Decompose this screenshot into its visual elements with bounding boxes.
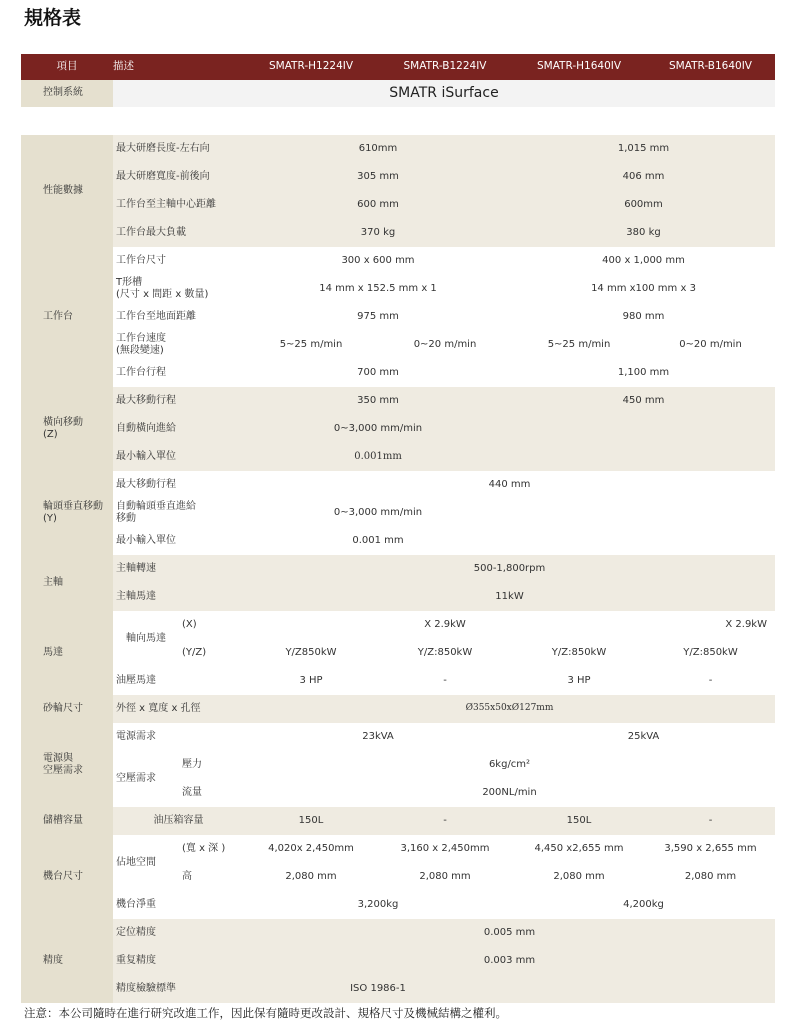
table-row xyxy=(21,443,775,471)
category-precision: 精度 xyxy=(21,919,113,1003)
spec-label-line: 自動輪頭垂直進給 xyxy=(116,500,196,512)
header-model-3: SMATR-H1640IV xyxy=(512,54,646,80)
spec-sublabel: 流量 xyxy=(182,786,202,798)
spec-value: 150L xyxy=(512,807,646,835)
spec-value: 980 mm xyxy=(622,310,665,322)
table-row xyxy=(21,583,775,611)
spec-value: 600 mm xyxy=(244,191,512,219)
spec-value: 6kg/cm² xyxy=(488,758,531,770)
footnote: 注意：本公司隨時在進行研究改進工作，因此保有隨時更改設計、規格尺寸及機械結構之權利。 xyxy=(24,1006,507,1020)
spec-value: 440 mm xyxy=(488,478,531,490)
spec-label: 重复精度 xyxy=(113,947,244,975)
spec-value: 0.001mm xyxy=(244,443,512,471)
spec-value: 0~3,000 mm/min xyxy=(244,415,512,443)
spec-value: 4,450 x2,655 mm xyxy=(534,842,624,854)
spec-value: - xyxy=(443,674,447,686)
spec-value: 600mm xyxy=(512,191,775,219)
category-cross xyxy=(21,387,113,471)
table-row xyxy=(21,527,775,555)
spec-sublabel: (Y/Z) xyxy=(182,646,207,658)
table-row xyxy=(21,695,775,723)
spec-value: 14 mm x100 mm x 3 xyxy=(591,282,696,294)
spec-value: 3 HP xyxy=(299,674,323,686)
spec-value: 3,590 x 2,655 mm xyxy=(664,842,757,854)
table-row xyxy=(21,891,775,919)
spec-value: 370 kg xyxy=(244,219,512,247)
spec-label: 最大研磨寬度-前後向 xyxy=(113,163,244,191)
table-row xyxy=(21,975,775,1003)
spec-value: 5~25 m/min xyxy=(279,338,343,350)
table-row xyxy=(21,611,775,639)
category-tank: 儲槽容量 xyxy=(21,807,113,835)
spec-value: Y/Z:850kW xyxy=(683,646,738,658)
spec-label: 最大研磨長度-左右向 xyxy=(113,135,244,163)
spec-value: 2,080 mm xyxy=(419,870,471,882)
spec-sublabel: (寬 x 深 ) xyxy=(182,842,226,854)
spec-value: - xyxy=(378,807,512,835)
spec-label: 工作台行程 xyxy=(116,366,166,378)
category-performance: 性能數據 xyxy=(21,135,113,247)
category-line: 橫向移動 xyxy=(43,416,83,428)
header-model-2: SMATR-B1224IV xyxy=(378,54,512,80)
spec-sublabel: 高 xyxy=(182,870,192,882)
control-row xyxy=(21,80,775,107)
spec-value: Y/Z850kW xyxy=(285,646,337,658)
table-row xyxy=(21,275,775,303)
spec-value: - xyxy=(646,807,775,835)
spec-value: 300 x 600 mm xyxy=(341,254,415,266)
spec-label: 軸向馬達 xyxy=(126,632,166,644)
spec-value: 2,080 mm xyxy=(285,870,337,882)
category-line: (Z) xyxy=(43,429,58,440)
spec-value: - xyxy=(708,674,713,686)
table-row xyxy=(21,667,775,695)
spec-label-line: T形槽 xyxy=(116,276,143,288)
spec-value: 11kW xyxy=(244,583,775,611)
header-item: 項目 xyxy=(21,54,113,80)
spec-value: 3,200kg xyxy=(357,898,399,910)
control-value: SMATR iSurface xyxy=(113,80,775,107)
spec-value: 2,080 mm xyxy=(553,870,605,882)
spec-value: 0~3,000 mm/min xyxy=(333,506,423,518)
table-row xyxy=(21,499,775,527)
spec-value: 500-1,800rpm xyxy=(244,555,775,583)
spec-value: 4,020x 2,450mm xyxy=(268,842,354,854)
spec-label xyxy=(113,275,244,303)
spec-label: 主軸轉速 xyxy=(113,555,244,583)
spec-label: 機台淨重 xyxy=(116,898,156,910)
spec-value: 380 kg xyxy=(512,219,775,247)
spec-value: 350 mm xyxy=(244,387,512,415)
spec-value: X 2.9kW xyxy=(725,618,767,630)
spec-value: 305 mm xyxy=(244,163,512,191)
page-title: 規格表 xyxy=(24,7,82,29)
table-row xyxy=(21,219,775,247)
spec-value: 3 HP xyxy=(567,674,591,686)
spec-value: 150L xyxy=(244,807,378,835)
spec-label: 主軸馬達 xyxy=(113,583,244,611)
spec-label-line: 工作台速度 xyxy=(116,332,166,344)
spec-value: 975 mm xyxy=(357,310,399,322)
table-row xyxy=(21,163,775,191)
spec-value: 0.001 mm xyxy=(352,534,404,546)
spec-label-line: (無段變速) xyxy=(116,345,164,356)
table-row xyxy=(21,835,775,863)
category-machine: 機台尺寸 xyxy=(21,835,113,919)
spec-value: 2,080 mm xyxy=(684,870,737,882)
spec-value: 4,200kg xyxy=(623,898,664,910)
header-row xyxy=(21,54,775,80)
table-row xyxy=(21,555,775,583)
spec-value: Ø355x50xØ127mm xyxy=(244,695,775,723)
table-row xyxy=(21,191,775,219)
spec-label: 自動橫向進給 xyxy=(113,415,244,443)
spec-label: 空壓需求 xyxy=(116,772,156,784)
table-row xyxy=(21,751,775,779)
spec-label: 工作台至主軸中心距離 xyxy=(113,191,244,219)
category-line: 輪頭垂直移動 xyxy=(43,500,103,512)
spec-label xyxy=(113,331,244,359)
header-desc: 描述 xyxy=(113,54,244,80)
table-row xyxy=(21,135,775,163)
spec-label: 油压箱容量 xyxy=(113,807,244,835)
spec-value: 0.005 mm xyxy=(244,919,775,947)
spec-value: Y/Z:850kW xyxy=(417,646,473,658)
spec-value: X 2.9kW xyxy=(424,618,466,630)
category-line: 空壓需求 xyxy=(43,765,83,776)
table-row xyxy=(21,415,775,443)
header-model-4: SMATR-B1640IV xyxy=(646,54,775,80)
spec-value: 1,015 mm xyxy=(512,135,775,163)
spec-value: 700 mm xyxy=(357,366,399,378)
table-row xyxy=(21,359,775,387)
spec-label xyxy=(113,499,244,527)
spec-table xyxy=(21,54,775,1003)
spec-label: 工作台至地面距離 xyxy=(116,310,196,322)
table-row xyxy=(21,723,775,751)
spec-label: 最大移動行程 xyxy=(116,478,176,490)
category-control: 控制系統 xyxy=(21,80,113,107)
spec-value: 0.003 mm xyxy=(244,947,775,975)
spec-label: 佔地空間 xyxy=(116,856,156,868)
spec-label: 外徑 x 寬度 x 孔徑 xyxy=(113,695,244,723)
spec-label: 電源需求 xyxy=(116,730,156,742)
table-row xyxy=(21,947,775,975)
spec-label: 最小輸入單位 xyxy=(113,443,244,471)
table-row xyxy=(21,303,775,331)
table-row xyxy=(21,331,775,359)
category-power xyxy=(21,723,113,807)
spec-value: 3,160 x 2,450mm xyxy=(400,842,490,854)
spec-sublabel: (X) xyxy=(182,618,197,630)
spec-value: 23kVA xyxy=(362,730,394,742)
spec-value: Y/Z:850kW xyxy=(551,646,607,658)
spec-value: 5~25 m/min xyxy=(547,338,611,350)
spec-value: 406 mm xyxy=(512,163,775,191)
spec-sublabel: 壓力 xyxy=(182,758,202,770)
category-line: (Y) xyxy=(43,513,57,524)
spec-value: 610mm xyxy=(244,135,512,163)
spec-label: 最大移動行程 xyxy=(113,387,244,415)
header-model-1: SMATR-H1224IV xyxy=(244,54,378,80)
table-row xyxy=(21,807,775,835)
category-wheel: 砂輪尺寸 xyxy=(21,695,113,723)
spec-value: 400 x 1,000 mm xyxy=(602,254,685,266)
spec-label-line: 移動 xyxy=(116,513,136,524)
category-vertical xyxy=(21,471,113,555)
spec-label: 定位精度 xyxy=(113,919,244,947)
category-motor: 馬達 xyxy=(21,611,113,695)
table-row xyxy=(21,471,775,499)
spec-label: 工作台最大負載 xyxy=(113,219,244,247)
spec-value: ISO 1986-1 xyxy=(244,975,512,1003)
spec-value: 450 mm xyxy=(512,387,775,415)
spec-label: 最小輸入單位 xyxy=(116,534,176,546)
spec-value: 1,100 mm xyxy=(617,366,670,378)
spec-value: 200NL/min xyxy=(482,786,537,798)
category-spindle: 主軸 xyxy=(21,555,113,611)
spec-value: 0~20 m/min xyxy=(679,338,742,350)
spec-value: 25kVA xyxy=(627,730,660,742)
spec-label: 精度檢驗標準 xyxy=(113,975,244,1003)
spec-label: 油壓馬達 xyxy=(116,674,156,686)
spec-value: 0~20 m/min xyxy=(413,338,477,350)
spec-label: 工作台尺寸 xyxy=(116,254,166,266)
spec-label-line: (尺寸 x 間距 x 數量) xyxy=(116,289,209,300)
category-line: 電源與 xyxy=(43,752,73,764)
spec-value: 14 mm x 152.5 mm x 1 xyxy=(319,282,437,294)
table-row xyxy=(21,247,775,275)
table-row xyxy=(21,387,775,415)
table-row xyxy=(21,919,775,947)
category-worktable: 工作台 xyxy=(21,247,113,387)
